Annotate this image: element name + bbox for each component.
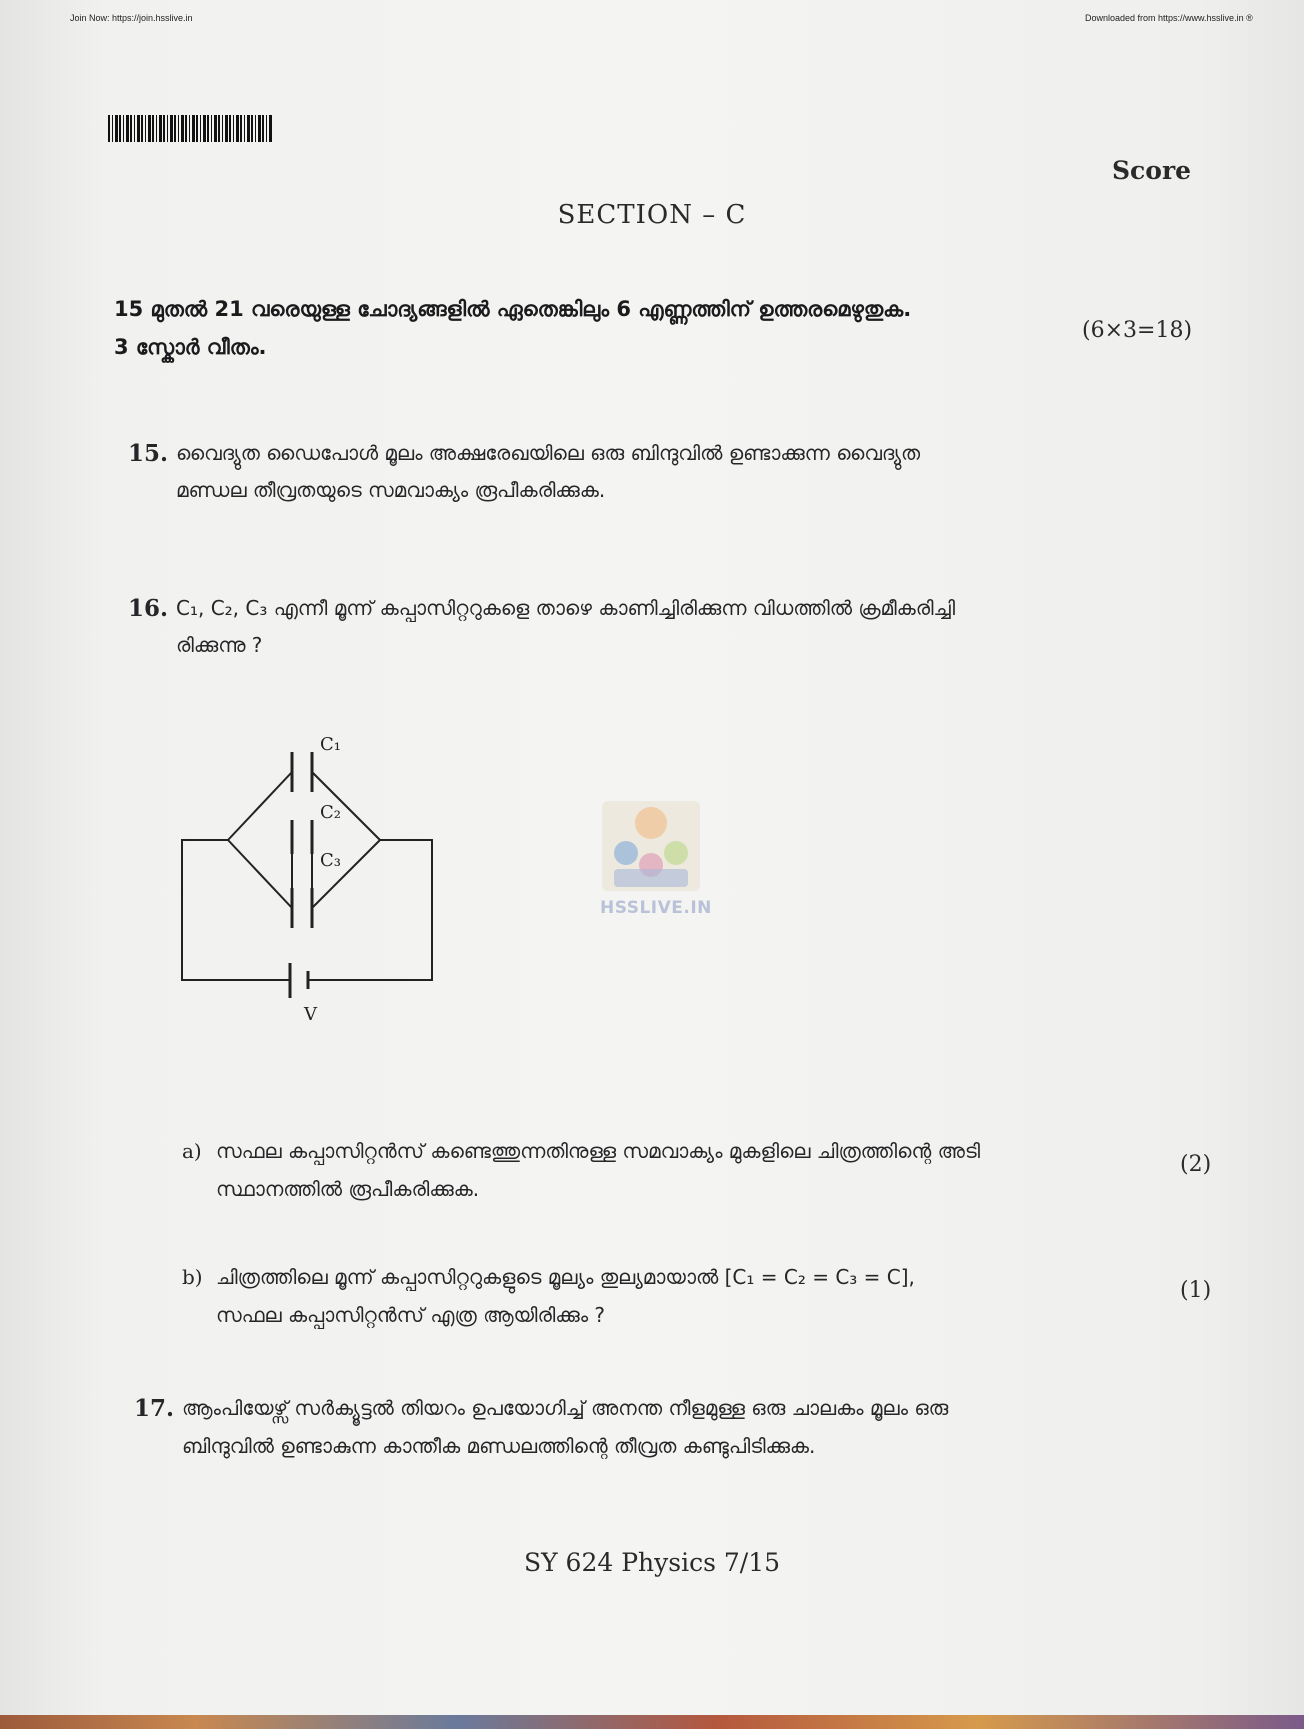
label-c1: C₁ — [320, 734, 341, 755]
instructions-line-2: 3 സ്കോർ വീതം. — [114, 335, 267, 359]
question-16a-line-2: സ്ഥാനത്തിൽ രൂപീകരിക്കുക. — [216, 1177, 480, 1201]
subquestion-label: b) — [182, 1265, 203, 1289]
circuit-wire-left — [182, 840, 290, 980]
question-number: 15. — [128, 440, 169, 467]
diamond-upper-left — [228, 772, 292, 840]
question-16b-marks: (1) — [1180, 1278, 1212, 1303]
watermark-text: HSSLIVE.IN — [600, 898, 712, 918]
section-title: SECTION – C — [557, 200, 747, 230]
hsslive-logo — [596, 795, 706, 915]
bottom-edge — [0, 1715, 1304, 1729]
label-c2: C₂ — [320, 802, 341, 823]
question-number: 17. — [134, 1395, 175, 1422]
instructions — [114, 290, 1064, 366]
question-16a-marks: (2) — [1180, 1152, 1212, 1177]
subquestion-label: a) — [182, 1139, 202, 1163]
question-17-line-2: ബിന്ദുവിൽ ഉണ്ടാകുന്ന കാന്തീക മണ്ഡലത്തിന്റെ തീവ്രത കണ്ടുപിടിക്കുക. — [182, 1434, 816, 1458]
download-source-link[interactable]: Downloaded from https://www.hsslive.in ® — [1085, 13, 1253, 23]
diamond-lower-left — [228, 840, 292, 908]
instructions-line-1: 15 മുതൽ 21 വരെയുള്ള ചോദ്യങ്ങളിൽ ഏതെങ്കിലും 6 എണ്ണത്തിന് ഉത്തരമെഴുതുക. — [114, 297, 912, 321]
section-marks: (6×3=18) — [1082, 318, 1193, 343]
question-number: 16. — [128, 595, 169, 622]
join-link[interactable]: Join Now: https://join.hsslive.in — [70, 13, 193, 23]
barcode — [108, 115, 273, 142]
question-15-line-2: മണ്ഡല തീവ്രതയുടെ സമവാക്യം രൂപീകരിക്കുക. — [176, 478, 606, 502]
capacitor-circuit-diagram — [170, 730, 440, 1030]
question-17-line-1: ആംപിയേഴ്സ് സർക്യൂട്ടൽ തിയറം ഉപയോഗിച്ച് അനന്ത നീളമുള്ള ഒരു ചാലകം മൂലം ഒരു — [182, 1396, 949, 1420]
question-15-line-1: വൈദ്യുത ഡൈപോൾ മൂലം അക്ഷരേഖയിലെ ഒരു ബിന്ദുവിൽ ഉണ്ടാക്കുന്ന വൈദ്യുത — [176, 441, 921, 465]
score-label: Score — [1112, 156, 1192, 185]
question-16-line-1: C₁, C₂, C₃ എന്നീ മൂന്ന് കപ്പാസിറ്ററുകളെ താഴെ കാണിച്ചിരിക്കുന്ന വിധത്തിൽ ക്രമീകരിച്ചി — [176, 596, 956, 620]
page-footer: SY 624 Physics 7/15 — [523, 1548, 781, 1577]
label-v: V — [304, 1004, 317, 1025]
question-16-line-2: രിക്കുന്നു ? — [176, 633, 263, 657]
question-16b-line-2: സഫല കപ്പാസിറ്റൻസ് എത്ര ആയിരിക്കും ? — [216, 1303, 606, 1327]
question-16b-line-1: ചിത്രത്തിലെ മൂന്ന് കപ്പാസിറ്ററുകളുടെ മൂല്യം തുല്യമായാൽ [C₁ = C₂ = C₃ = C], — [216, 1265, 915, 1289]
question-16a-line-1: സഫല കപ്പാസിറ്റൻസ് കണ്ടെത്തുന്നതിനുള്ള സമവാക്യം മുകളിലെ ചിത്രത്തിന്റെ അടി — [216, 1139, 981, 1163]
label-c3: C₃ — [320, 850, 341, 871]
